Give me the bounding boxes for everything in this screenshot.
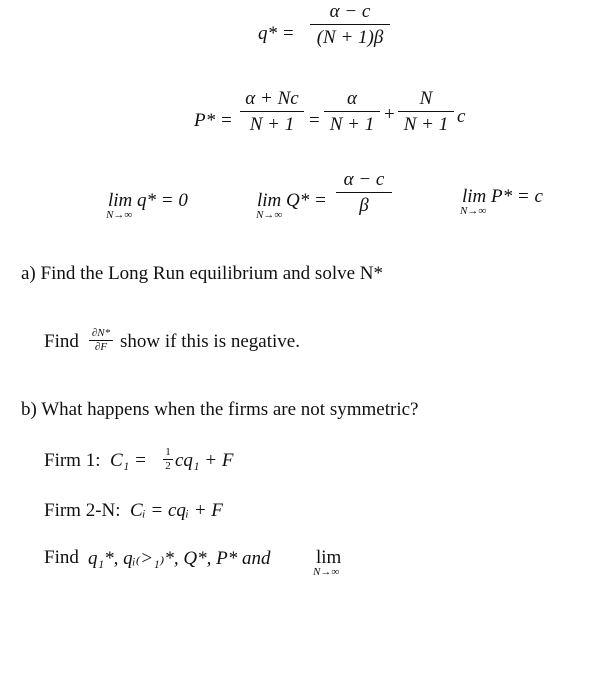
firm1-frac-denominator: 2 — [165, 460, 171, 472]
eq2-frac3-bar — [398, 111, 454, 112]
limit-q-star-sub: N→∞ — [106, 209, 133, 221]
firm1-frac-numerator: 1 — [165, 446, 171, 458]
partial-derivative-denominator: ∂F — [94, 341, 108, 353]
partial-derivative-numerator: ∂N* — [91, 327, 111, 339]
part-b-find-label: Find — [44, 547, 79, 568]
eq2-frac2-denominator: N + 1 — [329, 114, 375, 135]
limit-P-star: lim P* = c — [462, 186, 543, 207]
eq1-numerator: α − c — [329, 1, 371, 22]
part-b-find-lim-sub: N→∞ — [313, 566, 340, 578]
firm2-label: Firm 2-N: — [44, 500, 121, 521]
limit-P-star-sub: N→∞ — [460, 205, 487, 217]
eq2-lhs: P* = — [194, 110, 233, 131]
eq2-frac3-numerator: N — [419, 88, 433, 109]
eq2-frac2-bar — [324, 111, 380, 112]
limit-q-star: lim q* = 0 — [108, 190, 188, 211]
limit-Q-denominator: β — [359, 195, 369, 216]
limit-Q-numerator: α − c — [343, 169, 385, 190]
part-b-find-items: q₁*, qᵢ₍>₁₎*, Q*, P* and — [88, 548, 271, 569]
eq2-fraction-2 — [324, 89, 380, 135]
firm2-equation: Cᵢ = cqᵢ + F — [130, 500, 223, 521]
eq2-fraction-3 — [398, 89, 454, 135]
eq2-frac1-numerator: α + Nc — [245, 88, 299, 109]
limit-Q-fraction — [336, 170, 392, 216]
eq1-fraction-bar — [310, 24, 390, 25]
limit-Q-bar — [336, 192, 392, 193]
partial-derivative — [89, 328, 113, 353]
eq2-frac1-bar — [240, 111, 304, 112]
eq1-lhs: q* = — [258, 23, 295, 44]
eq1-denominator: (N + 1)β — [316, 27, 384, 48]
part-a-find-tail: show if this is negative. — [120, 331, 300, 352]
part-a-question: a) Find the Long Run equilibrium and solve N* — [21, 263, 384, 284]
limit-Q-star: lim Q* = — [257, 190, 327, 211]
eq2-equals: = — [309, 110, 320, 131]
part-b-question: b) What happens when the firms are not symmetric? — [21, 399, 419, 420]
eq2-fraction-1 — [240, 89, 304, 135]
eq2-plus: + — [384, 104, 395, 125]
firm1-rhs: cq₁ + F — [175, 450, 234, 471]
eq2-frac2-numerator: α — [347, 88, 357, 109]
firm1-lhs: C₁ = — [110, 450, 147, 471]
eq2-frac1-denominator: N + 1 — [249, 114, 295, 135]
part-b-find-lim: lim — [316, 547, 342, 568]
eq2-tail-c: c — [457, 106, 466, 127]
firm1-label: Firm 1: — [44, 450, 101, 471]
eq1-fraction — [310, 2, 390, 48]
firm1-half-fraction — [163, 447, 173, 472]
part-a-find-label: Find — [44, 331, 79, 352]
limit-Q-star-sub: N→∞ — [256, 209, 283, 221]
eq2-frac3-denominator: N + 1 — [403, 114, 449, 135]
